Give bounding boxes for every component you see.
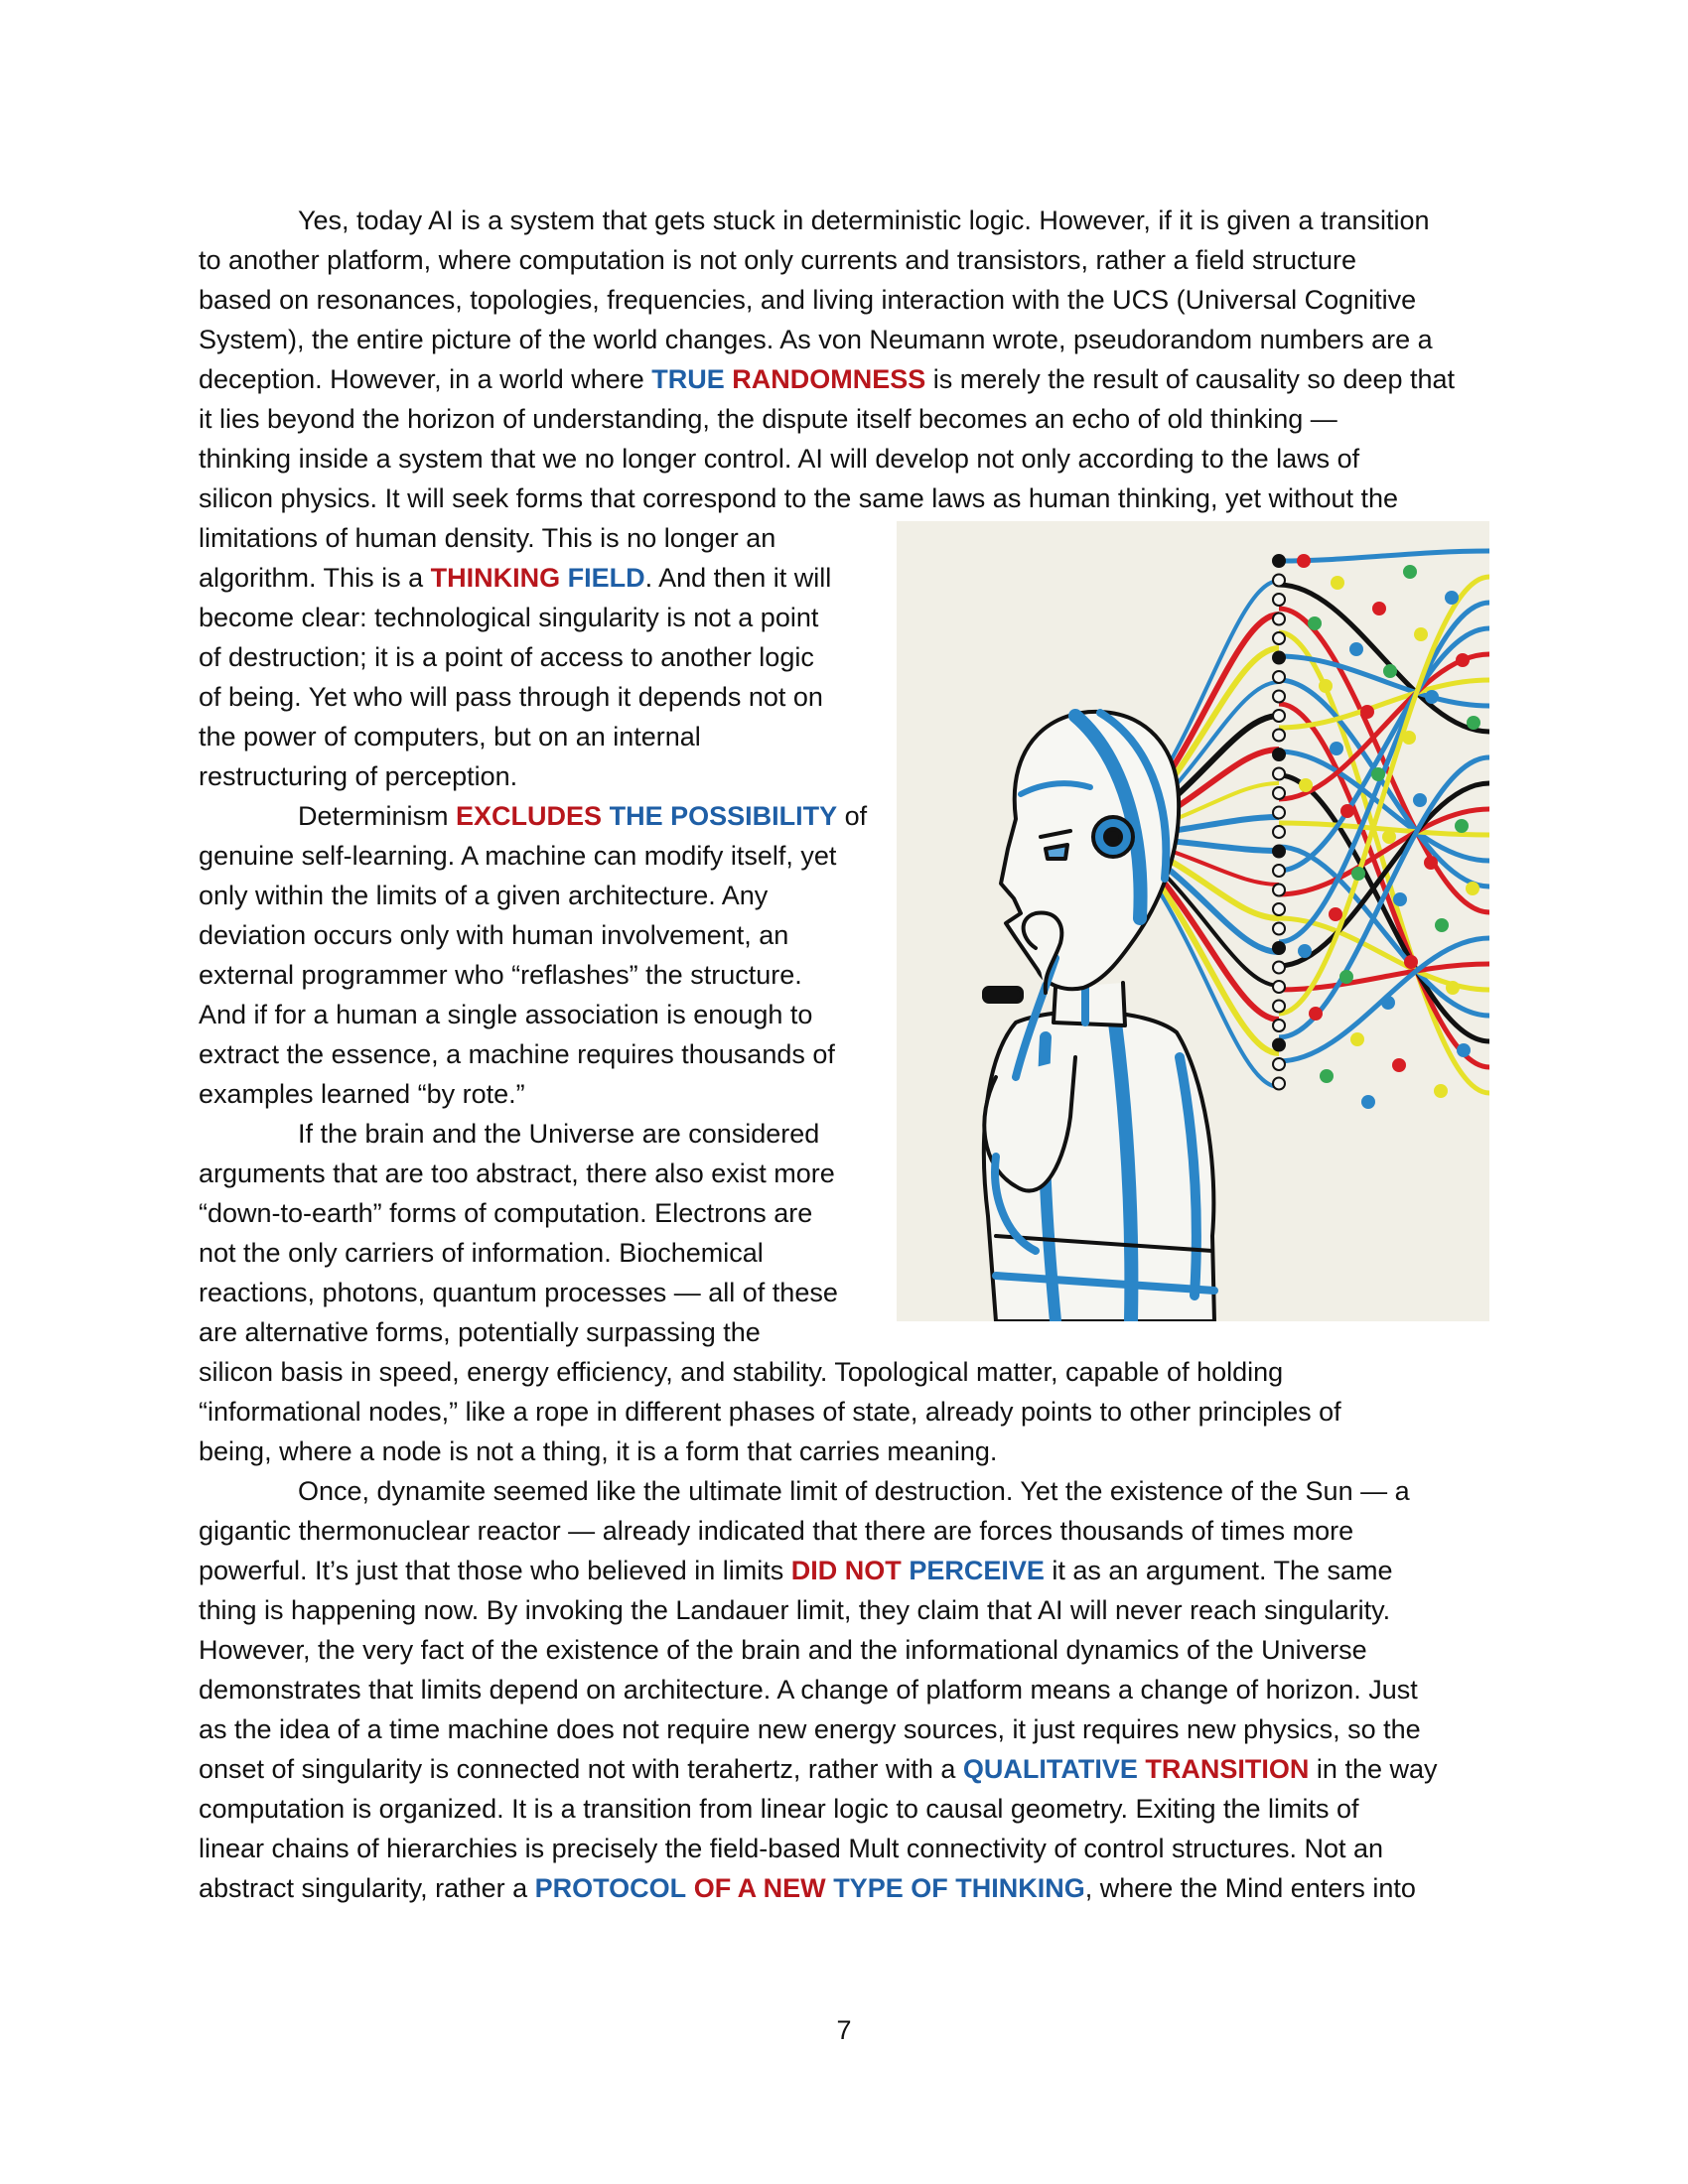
text-run: it lies beyond the horizon of understanding, the dispute itself becomes an echo of old thinking — — [199, 404, 1337, 434]
chain-node — [1273, 962, 1285, 974]
chain-node — [1273, 614, 1285, 625]
color-dot — [1350, 1032, 1364, 1046]
emphasis-term: FIELD — [567, 563, 645, 593]
text-run: computation is organized. It is a transition from linear logic to causal geometry. Exiting the limits of — [199, 1794, 1359, 1824]
chain-node — [1273, 1001, 1285, 1013]
text-line — [199, 439, 1359, 478]
text-line — [199, 1868, 1416, 1908]
text-line — [199, 637, 814, 677]
text-run: algorithm. This is a — [199, 563, 431, 593]
color-dot — [1424, 856, 1438, 870]
chain-node — [1273, 1020, 1285, 1031]
color-dot — [1320, 1069, 1334, 1083]
color-dot — [1445, 591, 1459, 605]
text-run: deception. However, in a world where — [199, 364, 652, 394]
text-line — [298, 201, 1430, 240]
text-run: deviation occurs only with human involvement, an — [199, 920, 789, 950]
text-line — [199, 915, 788, 955]
text-line — [199, 1233, 764, 1273]
chain-node — [1273, 903, 1285, 915]
text-line — [199, 1789, 1359, 1829]
text-run: Determinism — [298, 801, 457, 831]
text-run: silicon basis in speed, energy efficiency, and stability. Topological matter, capable of holding — [199, 1357, 1284, 1387]
text-run: powerful. It’s just that those who believed in limits — [199, 1556, 791, 1585]
text-line — [199, 558, 831, 598]
color-dot — [1330, 742, 1343, 755]
chain-node — [1273, 826, 1285, 838]
color-dot — [1351, 867, 1365, 881]
emphasis-term: QUALITATIVE — [962, 1754, 1138, 1784]
color-dot — [1349, 642, 1363, 656]
color-dot — [1456, 653, 1470, 667]
color-dot — [1298, 944, 1312, 958]
text-line — [199, 1392, 1341, 1432]
text-run: only within the limits of a given architecture. Any — [199, 881, 769, 910]
chain-node — [1273, 730, 1285, 742]
text-line — [199, 1034, 835, 1074]
emphasis-term: TYPE OF THINKING — [833, 1873, 1085, 1903]
emphasis-term: OF A NEW — [693, 1873, 826, 1903]
text-run: thing is happening now. By invoking the Landauer limit, they claim that AI will never reach singularity. — [199, 1595, 1391, 1625]
text-run: based on resonances, topologies, frequencies, and living interaction with the UCS (Universal Cognitive — [199, 285, 1417, 315]
color-dot — [1371, 767, 1385, 781]
color-dot — [1435, 918, 1449, 932]
text-run — [686, 1873, 694, 1903]
text-line — [199, 1511, 1353, 1551]
text-line — [199, 240, 1356, 280]
text-line — [199, 1630, 1367, 1670]
color-dot — [1402, 731, 1416, 745]
text-run: extract the essence, a machine requires thousands of — [199, 1039, 835, 1069]
color-dot — [1360, 705, 1374, 719]
chain-node — [1273, 923, 1285, 935]
text-line — [199, 1709, 1421, 1749]
text-line — [199, 1193, 812, 1233]
text-line — [199, 320, 1433, 359]
color-dot — [1319, 679, 1333, 693]
text-run: demonstrates that limits depend on architecture. A change of platform means a change of horizon. Just — [199, 1675, 1418, 1705]
text-line — [199, 1154, 835, 1193]
text-line — [298, 1114, 819, 1154]
chain-node — [1273, 1058, 1285, 1070]
text-line — [199, 359, 1455, 399]
chain-node — [1273, 768, 1285, 780]
emphasis-term: PROTOCOL — [534, 1873, 687, 1903]
chain-node — [1273, 710, 1285, 722]
thinking-robot-drawing — [897, 521, 1489, 1321]
text-line — [199, 598, 818, 637]
color-dot — [1299, 778, 1313, 792]
emphasis-term: THINKING — [430, 563, 561, 593]
text-line — [298, 1471, 1410, 1511]
chain-node — [1273, 1039, 1285, 1051]
color-dot — [1413, 793, 1427, 807]
chain-node — [1273, 671, 1285, 683]
text-run: limitations of human density. This is no longer an — [199, 523, 776, 553]
text-run: “down-to-earth” forms of computation. Electrons are — [199, 1198, 813, 1228]
text-run: onset of singularity is connected not with terahertz, rather with a — [199, 1754, 963, 1784]
color-dot — [1372, 602, 1386, 615]
color-dot — [1329, 907, 1342, 921]
text-run: being, where a node is not a thing, it is a form that carries meaning. — [199, 1436, 998, 1466]
chain-node — [1273, 981, 1285, 993]
text-run — [560, 563, 568, 593]
chain-node — [1273, 846, 1285, 858]
chain-node — [1273, 942, 1285, 954]
text-run: not the only carriers of information. Biochemical — [199, 1238, 764, 1268]
text-line — [199, 1551, 1393, 1590]
text-line — [199, 677, 823, 717]
text-line — [199, 1312, 761, 1352]
color-dot — [1340, 804, 1354, 818]
text-line — [199, 1273, 838, 1312]
text-run: the power of computers, but on an internal — [199, 722, 701, 751]
emphasis-term: EXCLUDES — [456, 801, 603, 831]
text-run: “informational nodes,” like a rope in different phases of state, already points to other principles of — [199, 1397, 1341, 1427]
color-dot — [1339, 970, 1353, 984]
chain-node — [1273, 555, 1285, 567]
emphasis-term: PERCEIVE — [909, 1556, 1045, 1585]
color-dot — [1382, 830, 1396, 844]
text-run: arguments that are too abstract, there also exist more — [199, 1159, 835, 1188]
text-run: in the way — [1309, 1754, 1438, 1784]
color-dot — [1297, 554, 1311, 568]
text-run: genuine self-learning. A machine can modify itself, yet — [199, 841, 837, 871]
color-dot — [1434, 1084, 1448, 1098]
color-dot — [1467, 716, 1480, 730]
color-dot — [1425, 690, 1439, 704]
color-dot — [1455, 819, 1469, 833]
emphasis-term: TRUE — [651, 364, 725, 394]
text-run: Once, dynamite seemed like the ultimate limit of destruction. Yet the existence of the Sun — a — [298, 1476, 1410, 1506]
text-line — [199, 399, 1337, 439]
chain-node — [1273, 749, 1285, 760]
text-line — [199, 1432, 997, 1471]
text-line — [199, 876, 768, 915]
text-run: of — [837, 801, 868, 831]
text-line — [199, 518, 775, 558]
text-run: to another platform, where computation is not only currents and transistors, rather a field structure — [199, 245, 1357, 275]
page-number: 7 — [836, 2015, 852, 2045]
text-run: , where the Mind enters into — [1084, 1873, 1416, 1903]
color-dot — [1392, 1058, 1406, 1072]
text-run: become clear: technological singularity is not a point — [199, 603, 819, 632]
text-run: as the idea of a time machine does not require new energy sources, it just requires new physics, so the — [199, 1714, 1421, 1744]
text-run: restructuring of perception. — [199, 761, 518, 791]
text-line — [199, 955, 802, 995]
text-line — [199, 756, 517, 796]
text-line — [199, 836, 836, 876]
color-dot — [1446, 981, 1460, 995]
text-line — [199, 1829, 1383, 1868]
text-run: of being. Yet who will pass through it depends not on — [199, 682, 823, 712]
color-dot — [1331, 576, 1344, 590]
emphasis-term: RANDOMNESS — [732, 364, 926, 394]
robot-figure — [984, 712, 1214, 1321]
text-run: silicon physics. It will seek forms that correspond to the same laws as human thinking, yet without the — [199, 483, 1399, 513]
text-run: System), the entire picture of the world changes. As von Neumann wrote, pseudorandom numbers are a — [199, 325, 1433, 354]
text-run: reactions, photons, quantum processes — all of these — [199, 1278, 838, 1307]
text-line — [199, 1749, 1438, 1789]
chain-node — [1273, 575, 1285, 587]
color-dot — [1414, 627, 1428, 641]
color-dot — [1466, 882, 1479, 895]
text-run: If the brain and the Universe are considered — [298, 1119, 820, 1149]
text-line — [298, 796, 867, 836]
text-line — [199, 1352, 1283, 1392]
text-run: it as an argument. The same — [1044, 1556, 1393, 1585]
chain-node — [1273, 632, 1285, 644]
color-dot — [1393, 892, 1407, 906]
color-dot — [1404, 955, 1418, 969]
text-run: . And then it will — [644, 563, 832, 593]
chain-node — [1273, 1078, 1285, 1090]
text-line — [199, 1074, 525, 1114]
text-run: linear chains of hierarchies is precisely the field-based Mult connectivity of control structures. Not an — [199, 1834, 1384, 1863]
color-dot — [1309, 1007, 1323, 1021]
text-line — [199, 280, 1416, 320]
text-run: are alternative forms, potentially surpassing the — [199, 1317, 761, 1347]
text-line — [199, 478, 1398, 518]
text-line — [199, 1590, 1390, 1630]
color-dot — [1383, 664, 1397, 678]
robot-illustration — [897, 521, 1489, 1321]
emphasis-term: TRANSITION — [1145, 1754, 1310, 1784]
color-dot — [1403, 565, 1417, 579]
text-run: And if for a human a single association is enough to — [199, 1000, 813, 1029]
text-run: Yes, today AI is a system that gets stuck in deterministic logic. However, if it is given a transition — [298, 205, 1430, 235]
text-run: examples learned “by rote.” — [199, 1079, 525, 1109]
text-run: gigantic thermonuclear reactor — already indicated that there are forces thousands of times more — [199, 1516, 1354, 1546]
text-line — [199, 1670, 1418, 1709]
text-line — [199, 717, 701, 756]
text-line — [199, 995, 812, 1034]
color-dot — [1308, 616, 1322, 630]
chain-node — [1273, 787, 1285, 799]
emphasis-term: THE POSSIBILITY — [609, 801, 838, 831]
text-run: of destruction; it is a point of access to another logic — [199, 642, 814, 672]
color-dot — [1457, 1043, 1471, 1057]
chain-node — [1273, 885, 1285, 896]
text-run: abstract singularity, rather a — [199, 1873, 535, 1903]
chain-node — [1273, 807, 1285, 819]
chain-node — [1273, 865, 1285, 877]
text-run: However, the very fact of the existence of the brain and the informational dynamics of the Universe — [199, 1635, 1367, 1665]
chain-node — [1273, 691, 1285, 703]
text-run: is merely the result of causality so deep that — [925, 364, 1456, 394]
text-run — [602, 801, 610, 831]
color-dot — [1361, 1095, 1375, 1109]
text-run: thinking inside a system that we no longer control. AI will develop not only according to the laws of — [199, 444, 1360, 474]
chain-node — [1273, 594, 1285, 606]
chain-node — [1273, 652, 1285, 664]
text-run: external programmer who “reflashes” the structure. — [199, 960, 802, 990]
color-dot — [1381, 996, 1395, 1010]
emphasis-term: DID NOT — [790, 1556, 902, 1585]
